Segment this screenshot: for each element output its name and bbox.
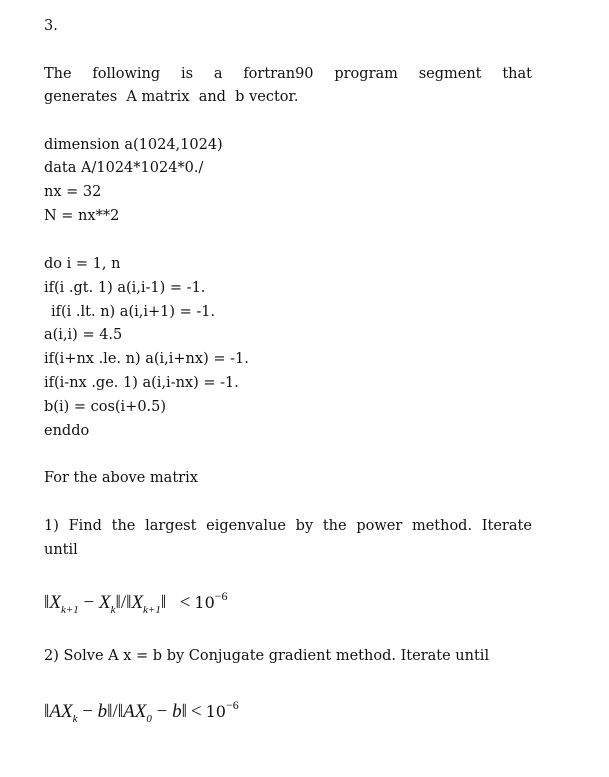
code-line: b(i) = cos(i+0.5): [44, 399, 167, 415]
formula-relation: <: [179, 592, 191, 613]
q1-line-1: [44, 517, 532, 535]
intro-line-2: generates A matrix and b vector.: [44, 89, 299, 105]
code-line: nx = 32: [44, 184, 102, 200]
q1-line-2: until: [44, 542, 78, 558]
formula-sub: 0: [146, 713, 152, 725]
q1-word: Find: [68, 518, 102, 534]
intro-word: that: [502, 66, 532, 82]
q1-word: by: [295, 518, 314, 534]
code-line: N = nx**2: [44, 208, 120, 224]
formula-var: AX: [123, 701, 147, 722]
intro-line-1: [44, 65, 532, 83]
q1-word: Iterate: [481, 518, 532, 534]
q1-word: the: [111, 518, 136, 534]
code-line: if(i .gt. 1) a(i,i-1) = -1.: [44, 280, 206, 296]
formula-var: X: [131, 592, 144, 613]
formula-relation: <: [190, 701, 202, 722]
formula-var: AX: [49, 701, 73, 722]
formula-exponent: −6: [225, 698, 239, 712]
formula-sub: k+1: [143, 604, 161, 616]
power-method-criterion: $‖X_{k+1}$ − $X_k‖/‖X_{k+1}‖ < 10^{-6}$: [44, 589, 228, 616]
intro-word: is: [180, 66, 194, 82]
q1-word: the: [322, 518, 347, 534]
formula-var: X: [98, 592, 111, 613]
section-heading: For the above matrix: [44, 470, 198, 486]
code-line: a(i,i) = 4.5: [44, 327, 123, 343]
code-line: dimension a(1024,1024): [44, 137, 223, 153]
formula-sub: k+1: [60, 604, 79, 616]
code-line: enddo: [44, 423, 90, 439]
q1-word: 1): [44, 518, 59, 534]
formula-sub: k: [72, 713, 78, 725]
formula-base: 10: [194, 593, 215, 612]
q2-line: 2) Solve A x = b by Conjugate gradient method. Iterate until: [44, 648, 490, 664]
formula-var: X: [49, 592, 61, 613]
formula-sub: k: [110, 604, 116, 616]
formula-var: b: [172, 701, 182, 722]
code-line: do i = 1, n: [44, 256, 121, 272]
formula-var: b: [97, 701, 108, 722]
intro-word: a: [213, 66, 223, 82]
intro-word: The: [44, 66, 72, 82]
intro-word: following: [92, 66, 161, 82]
q1-word: method.: [411, 518, 473, 534]
intro-word: fortran90: [243, 66, 314, 82]
intro-word: program: [334, 66, 398, 82]
code-line: if(i+nx .le. n) a(i,i+nx) = -1.: [44, 351, 249, 367]
problem-number: 3.: [44, 18, 58, 34]
code-line: if(i .lt. n) a(i,i+1) = -1.: [51, 304, 216, 320]
cg-criterion: $‖AX_k$ − $b‖/‖AX_0$ − b‖ < $10^{-6}$: [44, 698, 239, 725]
q1-word: largest: [145, 518, 197, 534]
intro-word: segment: [418, 66, 482, 82]
q1-word: eigenvalue: [206, 518, 286, 534]
q1-word: power: [356, 518, 403, 534]
formula-exponent: −6: [214, 589, 228, 603]
code-line: if(i-nx .ge. 1) a(i,i-nx) = -1.: [44, 375, 239, 391]
code-line: data A/1024*1024*0./: [44, 160, 204, 176]
formula-base: 10: [205, 702, 226, 721]
